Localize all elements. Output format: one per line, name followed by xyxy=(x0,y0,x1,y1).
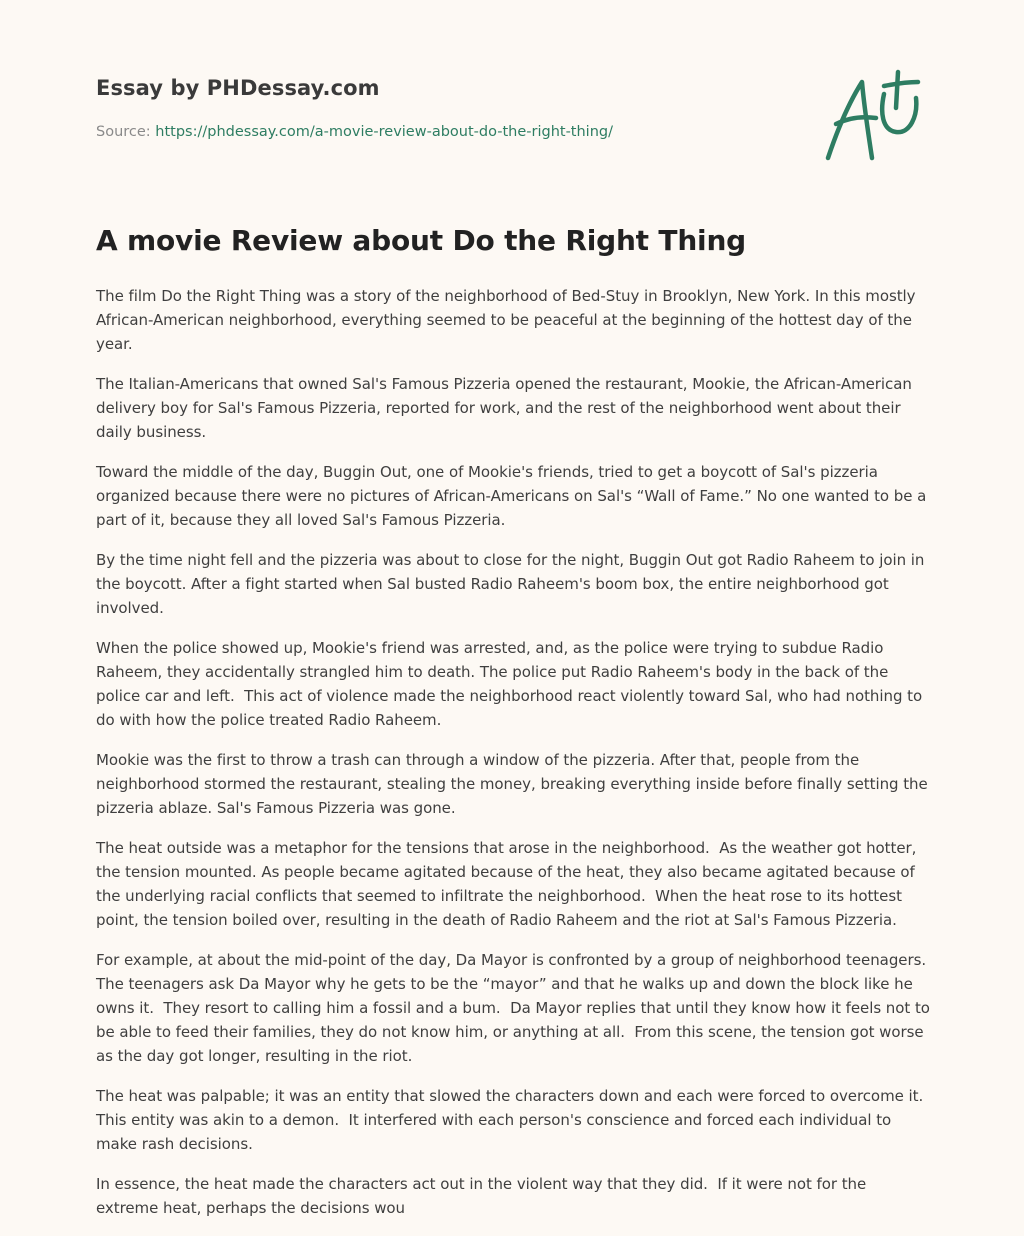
article-body xyxy=(96,284,935,1236)
a-plus-logo xyxy=(818,66,928,166)
article-paragraph: The heat was palpable; it was an entity that slowed the characters down and each were forced to overcome it. This entity was akin to a demon. It interfered with each person's conscience and forced each individual to make rash decisions. xyxy=(96,1087,928,1153)
article-paragraph: The film Do the Right Thing was a story of the neighborhood of Bed-Stuy in Brooklyn, New York. In this mostly African-American neighborhood, everything seemed to be peaceful at the beginning of the hottest day of the year. xyxy=(96,287,921,353)
article-paragraph: When the police showed up, Mookie's friend was arrested, and, as the police were trying to subdue Radio Raheem, they accidentally strangled him to death. The police put Radio Raheem's body in the back of the police car and left. This act of violence made the neighborhood react violently toward Sal, who had nothing to do with how the police treated Radio Raheem. xyxy=(96,639,927,729)
source-link[interactable]: https://phdessay.com/a-movie-review-about-do-the-right-thing/ xyxy=(155,124,613,140)
article-paragraph: The Italian-Americans that owned Sal's Famous Pizzeria opened the restaurant, Mookie, the African-American delivery boy for Sal's Famous Pizzeria, reported for work, and the rest of the neighborhood went about their daily business. xyxy=(96,375,917,441)
article-paragraph: For example, at about the mid-point of the day, Da Mayor is confronted by a group of neighborhood teenagers. The teenagers ask Da Mayor why he gets to be the “mayor” and that he walks up and down the block like he owns it. They resort to calling him a fossil and a bum. Da Mayor replies that until they know how it feels not to be able to feed their families, they do not know him, or anything at all. From this scene, the tension got worse as the day got longer, resulting in the riot. xyxy=(96,951,935,1065)
article-paragraph: Mookie was the first to throw a trash can through a window of the pizzeria. After that, people from the neighborhood stormed the restaurant, stealing the money, breaking everything inside before finally setting the pizzeria ablaze. Sal's Famous Pizzeria was gone. xyxy=(96,751,933,817)
site-title: Essay by PHDessay.com xyxy=(96,76,380,100)
article-title: A movie Review about Do the Right Thing xyxy=(96,224,747,257)
source-line xyxy=(96,124,613,140)
article-paragraph: In essence, the heat made the characters act out in the violent way that they did. If it were not for the extreme heat, perhaps the decisions wou xyxy=(96,1175,871,1217)
source-label: Source: xyxy=(96,124,156,140)
a-plus-logo-icon xyxy=(818,66,928,166)
article-paragraph: By the time night fell and the pizzeria was about to close for the night, Buggin Out got Radio Raheem to join in the boycott. After a fight started when Sal busted Radio Raheem's boom box, the entire neighborhood got involved. xyxy=(96,551,930,617)
article-paragraph: The heat outside was a metaphor for the tensions that arose in the neighborhood. As the weather got hotter, the tension mounted. As people became agitated because of the heat, they also became agitated because of the underlying racial conflicts that seemed to infiltrate the neighborhood. When the heat rose to its hottest point, the tension boiled over, resulting in the death of Radio Raheem and the riot at Sal's Famous Pizzeria. xyxy=(96,839,922,929)
article-paragraph: Toward the middle of the day, Buggin Out, one of Mookie's friends, tried to get a boycott of Sal's pizzeria organized because there were no pictures of African-Americans on Sal's “Wall of Fame.” No one wanted to be a part of it, because they all loved Sal's Famous Pizzeria. xyxy=(96,463,931,529)
